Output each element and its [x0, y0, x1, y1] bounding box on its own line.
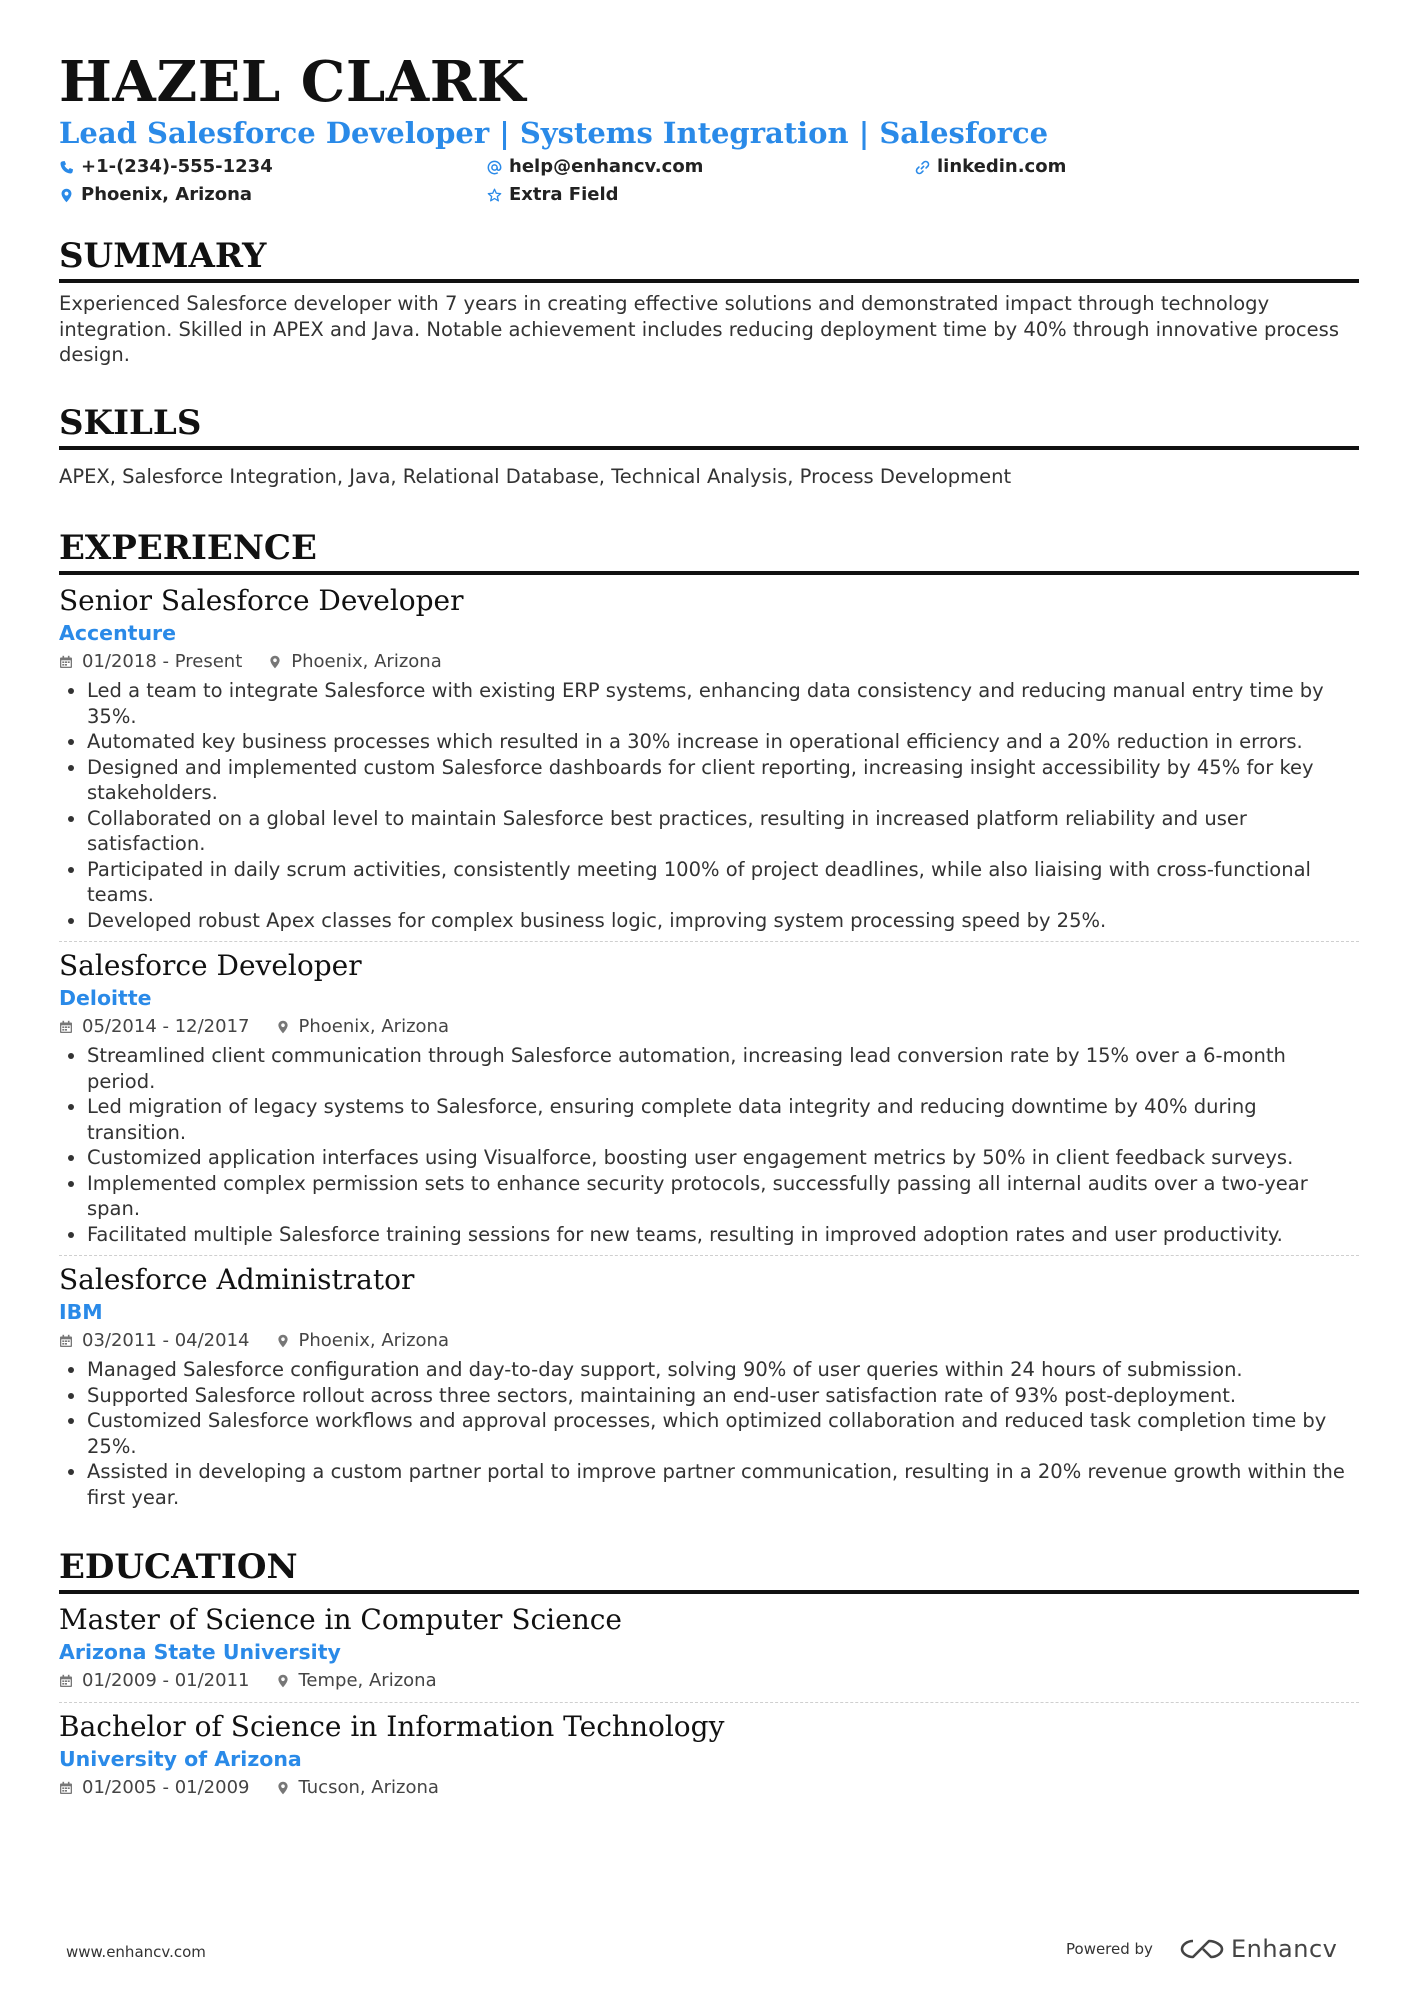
bullet-item: • Customized Salesforce workflows and approval processes, which optimized collaboration and reduced task completion time by 25%. — [87, 1408, 1359, 1459]
company-name: Accenture — [59, 621, 177, 645]
location-pin-icon — [276, 1020, 290, 1034]
education-entry — [59, 1709, 1359, 1801]
skills-heading: SKILLS — [59, 402, 1359, 450]
bullet-item: • Led migration of legacy systems to Salesforce, ensuring complete data integrity and reducing downtime by 40% during transition. — [87, 1094, 1359, 1145]
resume-header — [59, 50, 1359, 208]
entry-dates: 01/2009 - 01/2011 — [82, 1670, 250, 1691]
contact-location — [59, 182, 487, 208]
candidate-name: HAZEL CLARK — [59, 49, 526, 115]
entry-dates: 01/2018 - Present — [82, 651, 243, 672]
experience-list — [59, 583, 1359, 1510]
bullet-item: • Assisted in developing a custom partner portal to improve partner communication, resulting in a 20% revenue growth within the first year. — [87, 1459, 1359, 1510]
job-bullets — [59, 1357, 1359, 1510]
contact-linkedin-text: linkedin.com — [937, 156, 1067, 177]
contact-info — [59, 154, 1359, 208]
entry-location: Phoenix, Arizona — [291, 651, 442, 672]
entry-meta — [59, 1775, 1359, 1801]
entry-meta — [59, 1328, 1359, 1354]
link-icon — [915, 160, 930, 175]
experience-entry — [59, 1262, 1359, 1510]
bullet-item: • Streamlined client communication through Salesforce automation, increasing lead conversion rate by 15% over a 6-month period. — [87, 1043, 1359, 1094]
contact-phone-text: +1-(234)-555-1234 — [81, 156, 273, 177]
education-entry — [59, 1602, 1359, 1694]
location-pin-icon — [59, 188, 74, 203]
contact-email-text: help@enhancv.com — [509, 156, 704, 177]
bullet-item: • Implemented complex permission sets to enhance security protocols, successfully passing all internal audits over a two-year span. — [87, 1171, 1359, 1222]
contact-location-text: Phoenix, Arizona — [81, 184, 253, 205]
education-heading: EDUCATION — [59, 1546, 1359, 1594]
star-icon — [487, 188, 502, 203]
school-name: University of Arizona — [59, 1747, 302, 1771]
footer-website[interactable]: www.enhancv.com — [66, 1943, 206, 1961]
degree-title: Bachelor of Science in Information Technology — [59, 1710, 725, 1743]
powered-by-label: Powered by — [1066, 1940, 1153, 1958]
job-title: Salesforce Administrator — [59, 1263, 415, 1296]
entry-meta — [59, 1014, 1359, 1040]
enhancv-logo-icon — [1179, 1937, 1225, 1961]
calendar-icon — [59, 655, 73, 669]
bullet-item: • Collaborated on a global level to maintain Salesforce best practices, resulting in increased platform reliability and user satisfaction. — [87, 806, 1359, 857]
job-title: Senior Salesforce Developer — [59, 584, 464, 617]
entry-location: Phoenix, Arizona — [298, 1330, 449, 1351]
bullet-item: • Designed and implemented custom Salesforce dashboards for client reporting, increasing insight accessibility by 45% for key stakeholders. — [87, 755, 1359, 806]
location-pin-icon — [276, 1674, 290, 1688]
calendar-icon — [59, 1020, 73, 1034]
contact-extra-field-text: Extra Field — [509, 184, 619, 205]
summary-text: Experienced Salesforce developer with 7 years in creating effective solutions and demonstrated impact through technology integration. Skilled in APEX and Java. Notable achievement includes reducing deployment time by 40% through innovative process design. — [59, 292, 1339, 366]
calendar-icon — [59, 1781, 73, 1795]
resume-page — [59, 50, 1359, 1801]
bullet-item: • Led a team to integrate Salesforce with existing ERP systems, enhancing data consistency and reducing manual entry time by 35%. — [87, 678, 1359, 729]
contact-extra-field — [487, 182, 915, 208]
enhancv-wordmark: Enhancv — [1230, 1935, 1338, 1963]
entry-dates: 03/2011 - 04/2014 — [82, 1330, 250, 1351]
job-bullets — [59, 1043, 1359, 1247]
experience-entry — [59, 583, 1359, 933]
experience-section — [59, 527, 1359, 1510]
calendar-icon — [59, 1334, 73, 1348]
degree-title: Master of Science in Computer Science — [59, 1603, 622, 1636]
job-title: Salesforce Developer — [59, 949, 362, 982]
education-list — [59, 1602, 1359, 1801]
experience-entry — [59, 948, 1359, 1247]
candidate-title: Lead Salesforce Developer | Systems Integration | Salesforce — [59, 116, 1049, 150]
entry-location: Tempe, Arizona — [298, 1670, 437, 1691]
entry-location: Phoenix, Arizona — [298, 1016, 449, 1037]
entry-divider — [59, 1255, 1359, 1256]
enhancv-logo[interactable] — [1179, 1935, 1337, 1963]
phone-icon — [59, 160, 74, 175]
entry-location: Tucson, Arizona — [298, 1777, 439, 1798]
bullet-item: • Supported Salesforce rollout across three sectors, maintaining an end-user satisfaction rate of 93% post-deployment. — [87, 1383, 1359, 1409]
entry-divider — [59, 941, 1359, 942]
entry-divider — [59, 1702, 1359, 1703]
skills-list: APEX, Salesforce Integration, Java, Relational Database, Technical Analysis, Process Development — [59, 464, 1012, 488]
skills-section — [59, 402, 1359, 490]
contact-phone[interactable] — [59, 154, 487, 180]
contact-linkedin[interactable] — [915, 154, 1315, 180]
footer-branding — [1066, 1935, 1337, 1963]
entry-dates: 01/2005 - 01/2009 — [82, 1777, 250, 1798]
experience-heading: EXPERIENCE — [59, 527, 1359, 575]
bullet-item: • Developed robust Apex classes for complex business logic, improving system processing speed by 25%. — [87, 908, 1359, 934]
company-name: Deloitte — [59, 986, 152, 1010]
bullet-item: • Automated key business processes which resulted in a 30% increase in operational efficiency and a 20% reduction in errors. — [87, 729, 1359, 755]
location-pin-icon — [276, 1781, 290, 1795]
bullet-item: • Managed Salesforce configuration and day-to-day support, solving 90% of user queries within 24 hours of submission. — [87, 1357, 1359, 1383]
location-pin-icon — [276, 1334, 290, 1348]
school-name: Arizona State University — [59, 1640, 341, 1664]
education-section — [59, 1546, 1359, 1801]
entry-dates: 05/2014 - 12/2017 — [82, 1016, 250, 1037]
at-icon — [487, 160, 502, 175]
location-pin-icon — [268, 655, 282, 669]
summary-heading: SUMMARY — [59, 235, 1359, 283]
bullet-item: • Customized application interfaces using Visualforce, boosting user engagement metrics by 50% in client feedback surveys. — [87, 1145, 1359, 1171]
entry-meta — [59, 649, 1359, 675]
bullet-item: • Facilitated multiple Salesforce training sessions for new teams, resulting in improved adoption rates and user productivity. — [87, 1222, 1359, 1248]
summary-section — [59, 235, 1359, 368]
job-bullets — [59, 678, 1359, 933]
entry-meta — [59, 1668, 1359, 1694]
bullet-item: • Participated in daily scrum activities, consistently meeting 100% of project deadlines, while also liaising with cross-functional teams. — [87, 857, 1359, 908]
contact-email[interactable] — [487, 154, 915, 180]
company-name: IBM — [59, 1300, 103, 1324]
calendar-icon — [59, 1674, 73, 1688]
